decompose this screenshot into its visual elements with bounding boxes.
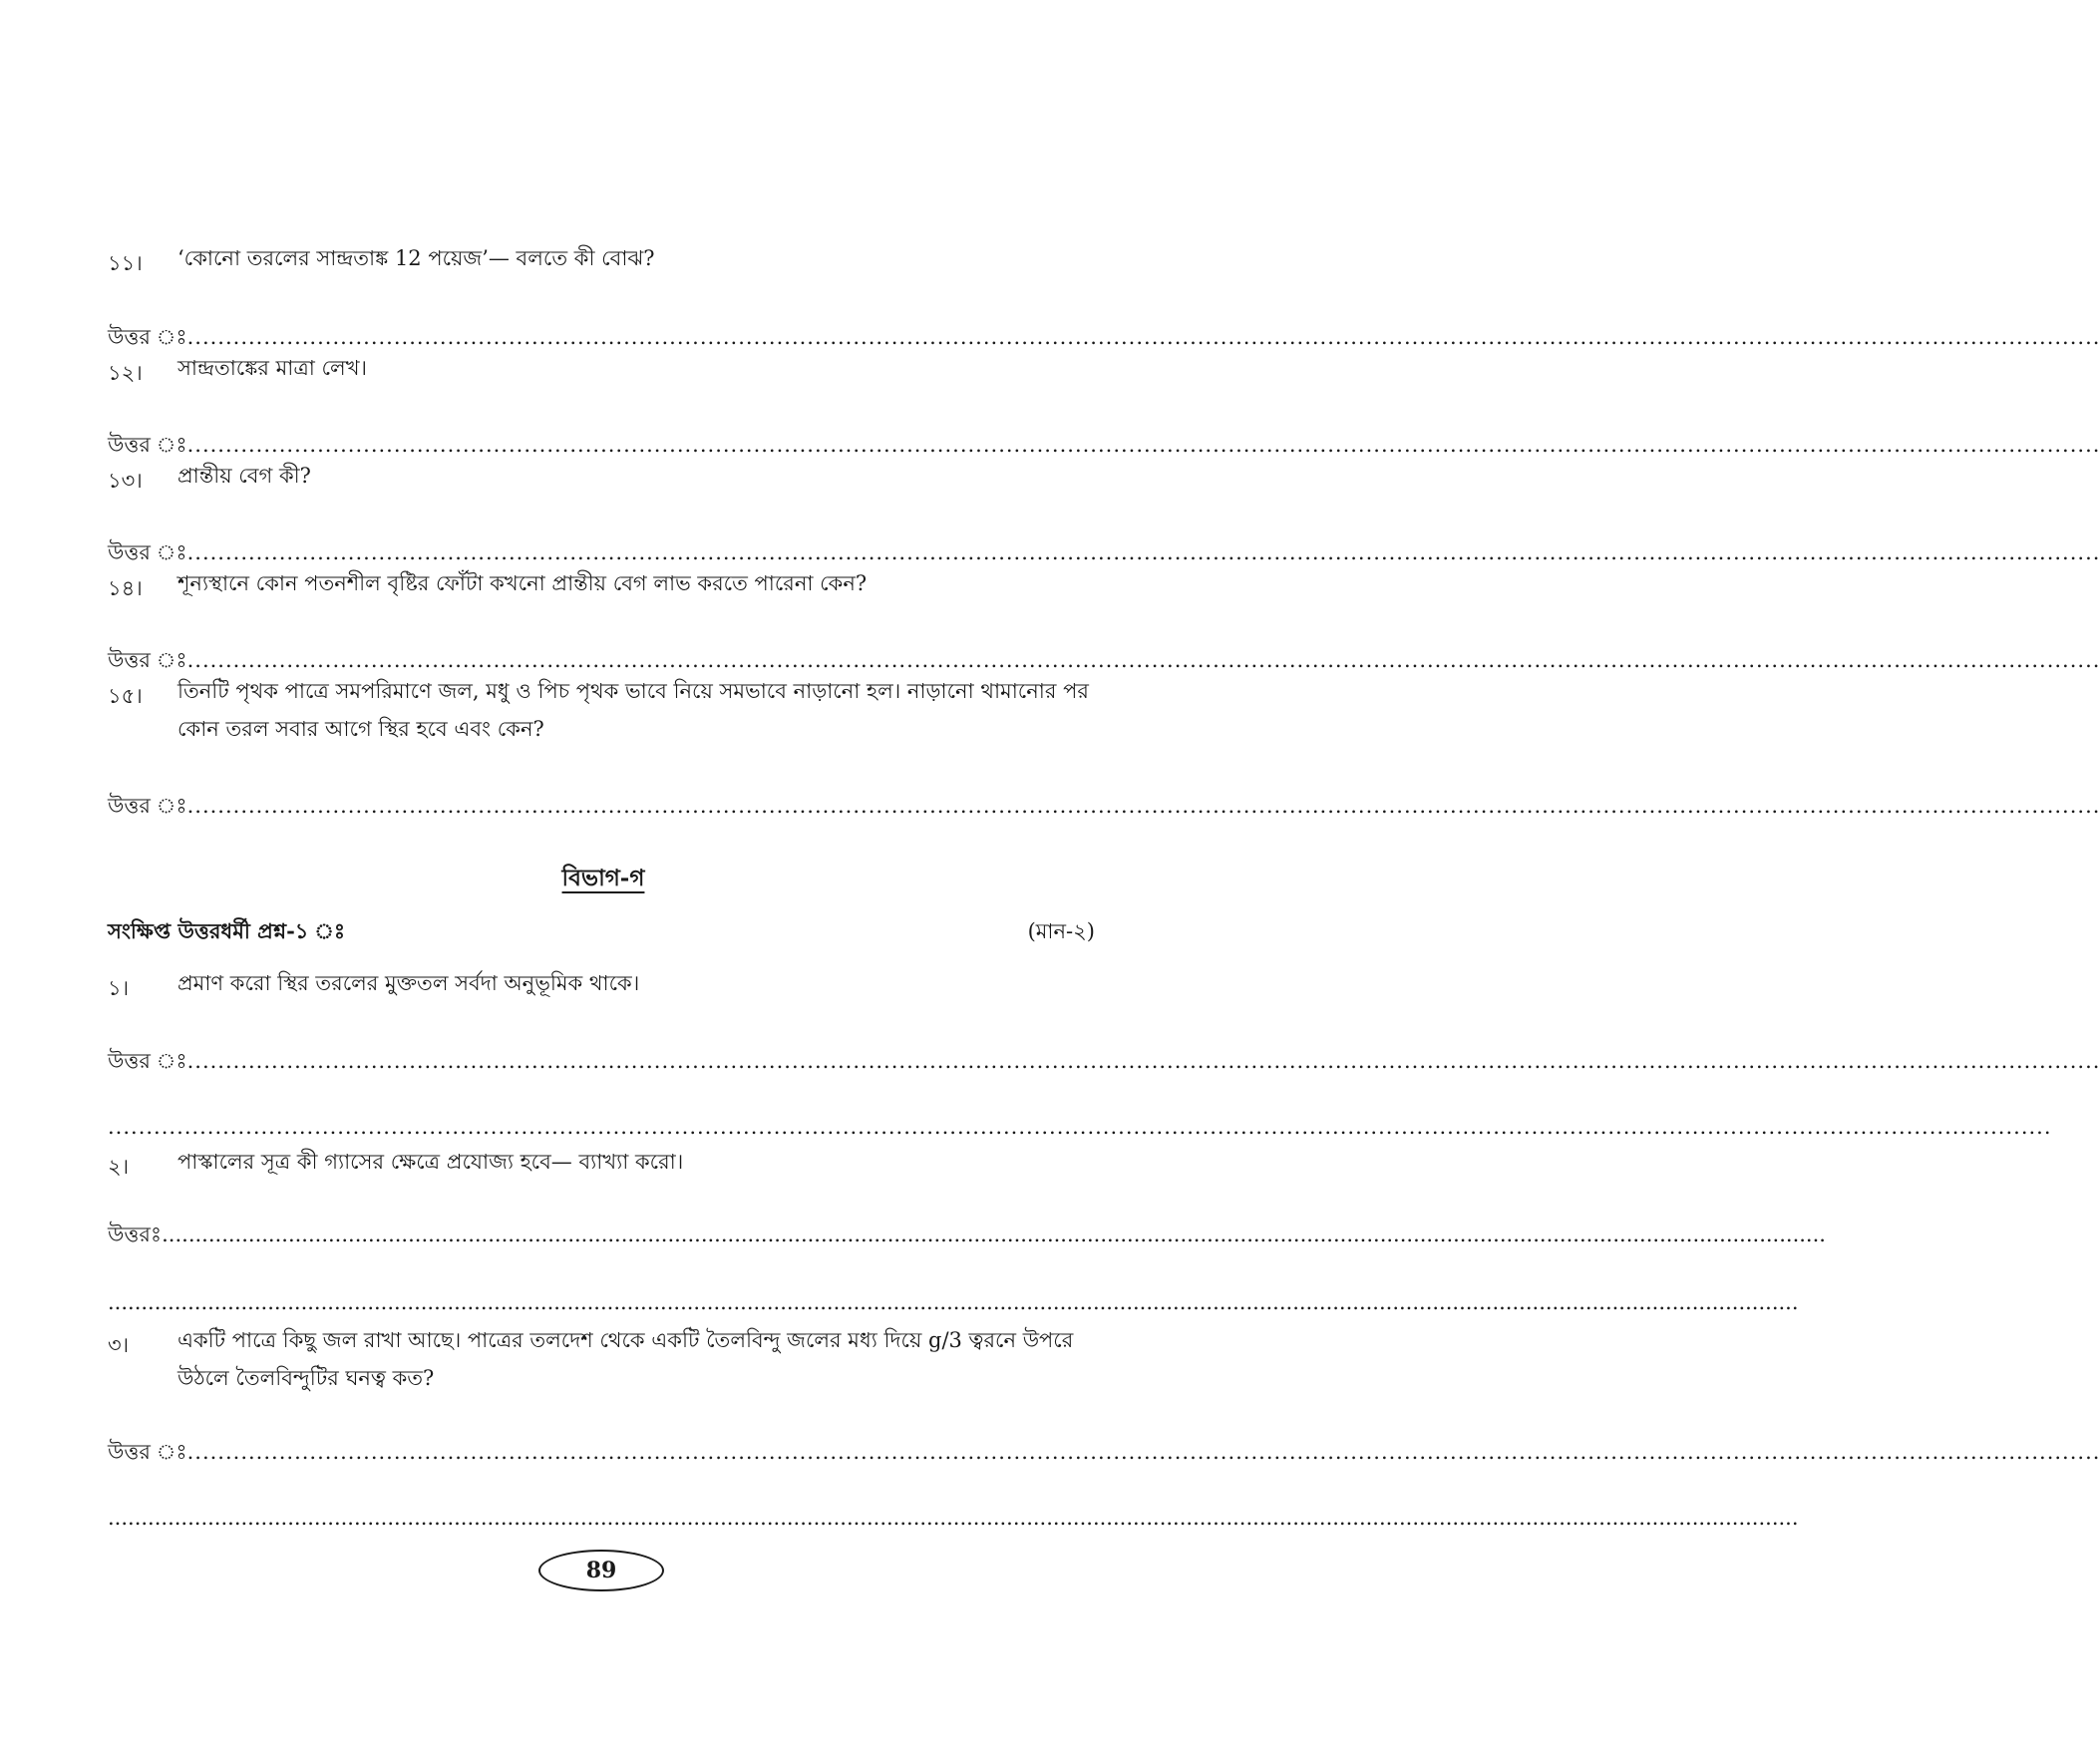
answer-line[interactable]: উত্তর ঃ.......................................................................................................................................................................................................................................................... xyxy=(108,1049,2100,1073)
question-text: শূন্যস্থানে কোন পতনশীল বৃষ্টির ফোঁটা কখনো প্রান্তীয় বেগ লাভ করতে পারেনা কেন? xyxy=(177,571,868,595)
answer-line[interactable]: উত্তর ঃ.......................................................................................................................................................................................................................................................... xyxy=(108,1440,2100,1464)
question-text: তিনটি পৃথক পাত্রে সমপরিমাণে জল, মধু ও পিচ পৃথক ভাবে নিয়ে সমভাবে নাড়ানো হল। নাড়ানো থামানোর পর কোন তরল সবার আগে স্থির হবে এবং কেন? xyxy=(177,679,1089,741)
answer-line[interactable]: উত্তরঃ.......................................................................................................................................................................................................................................................... xyxy=(108,1223,1826,1246)
answer-continuation-line[interactable]: .............................................................................................................................................................................................................................................................. xyxy=(108,1506,1799,1530)
page-number: 89 xyxy=(585,1558,617,1583)
answer-label: উত্তরঃ xyxy=(108,1223,163,1246)
answer-line[interactable]: উত্তর ঃ.......................................................................................................................................................................................................................................................... xyxy=(108,325,2100,349)
question-number: ১১। xyxy=(108,251,143,275)
question-text: সান্দ্রতাঙ্কের মাত্রা লেখ। xyxy=(177,356,368,380)
question-number: ১৪। xyxy=(108,576,143,600)
question-text: ‘কোনো তরলের সান্দ্রতাঙ্ক 12 পয়েজ’— বলতে কী বোঝ? xyxy=(177,246,655,270)
answer-line[interactable]: উত্তর ঃ.......................................................................................................................................................................................................................................................... xyxy=(108,433,2100,457)
question-number: ৩। xyxy=(108,1333,130,1357)
page-number-badge xyxy=(538,1550,664,1591)
marks-label: (মান-২) xyxy=(1027,919,1095,943)
answer-label: উত্তর ঃ xyxy=(108,794,187,818)
question-number: ১৫। xyxy=(108,684,143,708)
question-number: ১২। xyxy=(108,361,143,385)
question-number: ১৩। xyxy=(108,469,143,493)
answer-line[interactable]: উত্তর ঃ.......................................................................................................................................................................................................................................................... xyxy=(108,648,2100,672)
answer-label: উত্তর ঃ xyxy=(108,1049,187,1073)
question-text: প্রান্তীয় বেগ কী? xyxy=(177,464,311,488)
answer-continuation-line[interactable]: .............................................................................................................................................................................................................................................................. xyxy=(108,1115,2052,1139)
answer-label: উত্তর ঃ xyxy=(108,325,187,349)
answer-continuation-line[interactable]: .............................................................................................................................................................................................................................................................. xyxy=(108,1290,1799,1314)
question-text: একটি পাত্রে কিছু জল রাখা আছে। পাত্রের তলদেশ থেকে একটি তৈলবিন্দু জলের মধ্য দিয়ে g/3 ত্বরনে উপরে উঠলে তৈলবিন্দুটির ঘনত্ব কত? xyxy=(177,1328,1074,1390)
answer-line[interactable]: উত্তর ঃ.......................................................................................................................................................................................................................................................... xyxy=(108,794,2100,818)
section-title: বিভাগ-গ xyxy=(561,865,645,891)
answer-line[interactable]: উত্তর ঃ.......................................................................................................................................................................................................................................................... xyxy=(108,540,2100,564)
question-text: পাস্কালের সূত্র কী গ্যাসের ক্ষেত্রে প্রযোজ্য হবে— ব্যাখ্যা করো। xyxy=(177,1150,684,1174)
answer-label: উত্তর ঃ xyxy=(108,433,187,457)
answer-label: উত্তর ঃ xyxy=(108,1440,187,1464)
answer-label: উত্তর ঃ xyxy=(108,540,187,564)
section-subtitle: সংক্ষিপ্ত উত্তরধর্মী প্রশ্ন-১ ঃ xyxy=(108,918,346,943)
answer-label: উত্তর ঃ xyxy=(108,648,187,672)
question-number: ২। xyxy=(108,1155,130,1179)
question-number: ১। xyxy=(108,976,130,1000)
question-text: প্রমাণ করো স্থির তরলের মুক্ততল সর্বদা অনুভূমিক থাকে। xyxy=(177,971,640,995)
